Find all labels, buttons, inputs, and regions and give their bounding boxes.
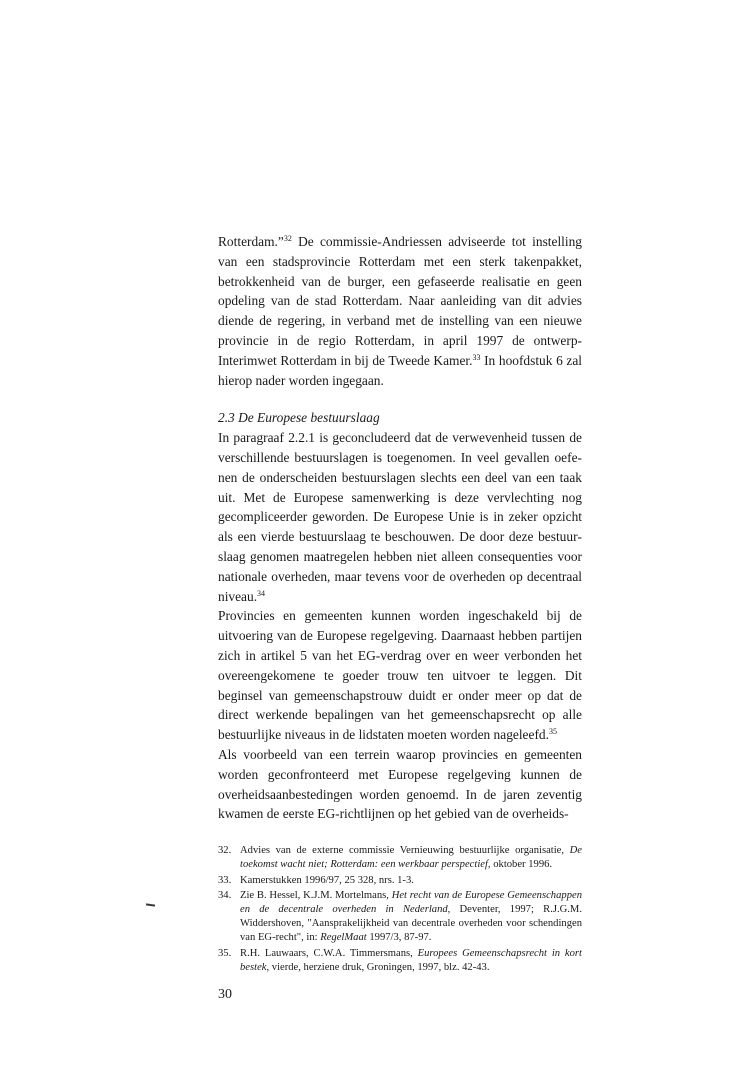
paragraph-text: In hoofdstuk 6 zal hierop nader worden ingegaan.	[218, 352, 582, 388]
footnote-text: Zie B. Hessel, K.J.M. Mortelmans, Het recht van de Europese Gemeenschappen en de decentrale overheden in Nederland, Deventer, 1997; R.J.G.M. Widdershoven, "Aansprakelijkheid van decentrale overheden voor schendingen van EG-recht", in: RegelMaat 1997/3, 87-97.	[240, 889, 582, 944]
page-body	[218, 232, 582, 1003]
footnote-34	[218, 889, 582, 946]
footnote-number: 33.	[218, 874, 232, 886]
footnote-ref-35[interactable]: 35	[548, 727, 557, 737]
paragraph-text: Als voorbeeld van een terrein waarop provincies en gemeenten worden geconfronteerd met Europese regelgeving kunnen de overheidsaanbestedingen worden genoemd. In de jaren zeventig kwamen de eerste EG-richtlijnen op het gebied van de overheids-	[218, 746, 582, 822]
paragraph-aanbestedingen	[218, 745, 582, 824]
footnote-text: Kamerstukken 1996/97, 25 328, nrs. 1-3.	[240, 874, 414, 886]
paragraph-text: Provincies en gemeenten kunnen worden ingeschakeld bij de uitvoering van de Europese regelgeving. Daarnaast hebben partijen zich in artikel 5 van het EG-verdrag over en weer verbonden het overeengekomene te goeder trouw ten uitvoer te leggen. Dit beginsel van gemeenschapstrouw duidt er onder meer op dat de direct werkende bepalingen van het gemeenschapsrecht op alle bestuurlijke niveaus in de lidstaten moeten worden nageleefd.	[218, 608, 582, 743]
footnote-number: 34.	[218, 889, 232, 901]
section-heading: 2.3 De Europese bestuurslaag	[218, 410, 380, 426]
footnote-text: R.H. Lauwaars, C.W.A. Timmersmans, Europees Gemeenschapsrecht in kort bestek, vierde, herziene druk, Groningen, 1997, blz. 42-43.	[240, 947, 582, 973]
paragraph-text: In paragraaf 2.2.1 is geconcludeerd dat de verwevenheid tussen de verschillende bestuurslagen is toegenomen. In veel gevallen oefenen de onderscheiden bestuurslagen slechts een deel van een taak uit. Met de Europese samenwerking is deze vervlechting nog gecompliceerder geworden. De Europese Unie is in zeker opzicht als een vierde bestuurslaag te beschouwen. De door deze bestuurslaag genomen maatregelen hebben niet alleen consequenties voor nationale overheden, maar tevens voor de overheden op decentraal niveau.	[218, 430, 582, 604]
paragraph-bestuurslagen	[218, 428, 582, 606]
paragraph-text: Rotterdam.”	[218, 234, 284, 249]
footnote-number: 32.	[218, 845, 232, 857]
paragraph-text: De commissie-Andriessen adviseerde tot instelling van een stadsprovincie Rotterdam met een sterk takenpakket, betrokkenheid van de burger, een gefaseerde realisatie en geen opdeling van de stad Rotterdam. Naar aanleiding van dit advies diende de regering, in verband met de instelling van een nieuwe provincie in de regio Rotterdam, in april 1997 de ontwerp-Interimwet Rotterdam in bij de Tweede Kamer.	[218, 234, 582, 368]
footnote-ref-32[interactable]: 32	[283, 234, 292, 243]
footnote-ref-34[interactable]: 34	[257, 588, 266, 598]
footnote-33	[218, 874, 582, 888]
footnote-number: 35.	[218, 947, 232, 959]
footnote-text: Advies van de externe commissie Vernieuwing bestuurlijke organisatie, De toekomst wacht niet; Rotterdam: een werkbaar perspectief, oktober 1996.	[240, 845, 582, 871]
footnotes	[218, 844, 582, 975]
footnote-ref-33[interactable]: 33	[472, 352, 481, 362]
scan-mark	[146, 903, 155, 906]
paragraph-rotterdam	[218, 232, 582, 390]
footnote-35	[218, 947, 582, 975]
paragraph-provincies	[218, 606, 582, 745]
footnote-32	[218, 844, 582, 872]
page-number: 30	[218, 986, 232, 1002]
